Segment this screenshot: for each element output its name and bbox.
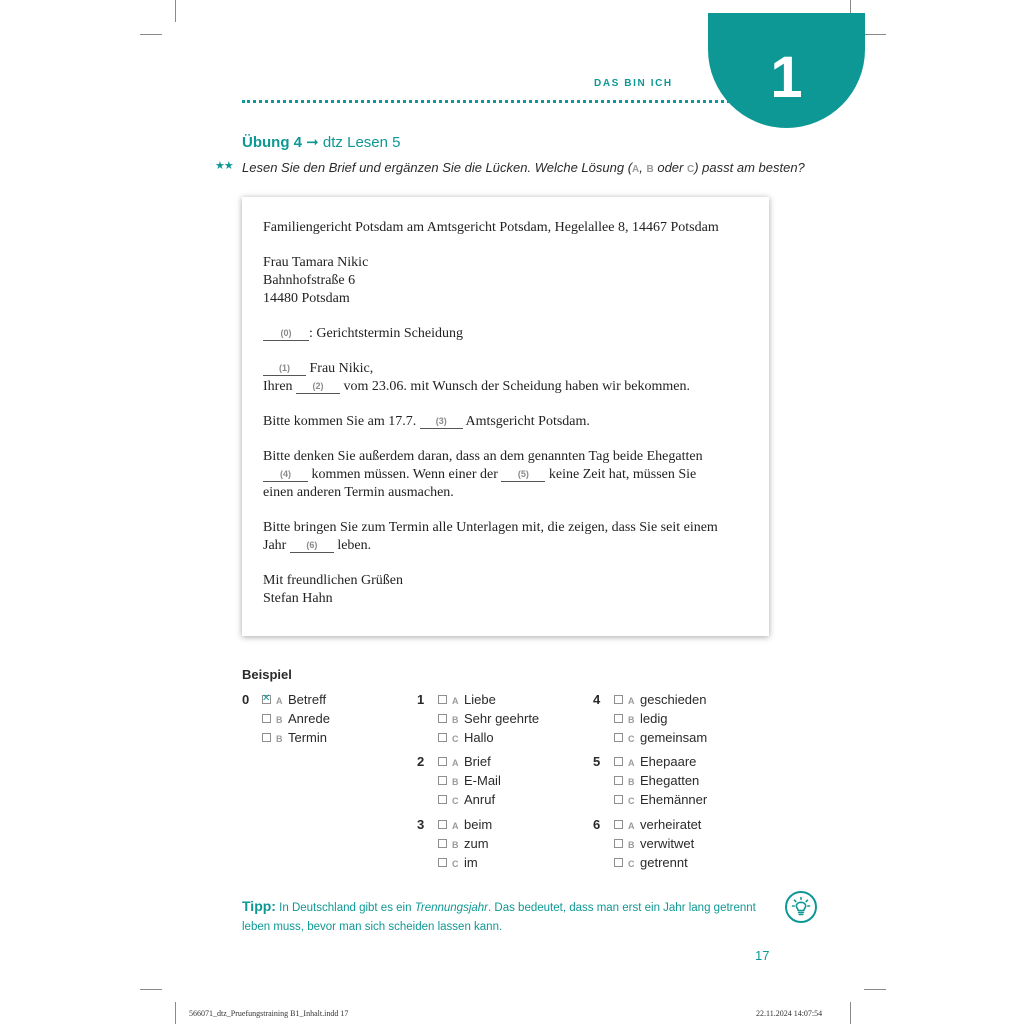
letter-box xyxy=(242,197,769,636)
chapter-tab xyxy=(708,13,865,128)
sender-line: Familiengericht Potsdam am Amtsgericht Potsdam, Hegelallee 8, 14467 Potsdam xyxy=(263,220,719,235)
crop-mark xyxy=(140,989,162,990)
checkbox-icon[interactable] xyxy=(614,733,623,742)
gap-1: (1) xyxy=(263,362,306,376)
answer-option[interactable]: B Anrede xyxy=(262,711,330,727)
gap-5: (5) xyxy=(501,468,545,482)
letter-line: Bitte denken Sie außerdem daran, dass an dem genannten Tag beide Ehegatten xyxy=(263,449,703,464)
checkbox-icon[interactable] xyxy=(614,714,623,723)
answer-option[interactable]: ✕ A Betreff xyxy=(262,692,326,708)
answer-option[interactable]: C Anruf xyxy=(438,792,495,808)
lightbulb-icon xyxy=(785,891,817,923)
tip-label: Tipp: xyxy=(242,898,276,914)
checkbox-icon[interactable] xyxy=(614,820,623,829)
answer-option[interactable]: A geschieden xyxy=(614,692,707,708)
checkbox-icon[interactable] xyxy=(614,776,623,785)
checkbox-icon[interactable] xyxy=(438,820,447,829)
letter-line: einen anderen Termin ausmachen. xyxy=(263,485,454,500)
answer-option[interactable]: C Hallo xyxy=(438,730,494,746)
answer-option[interactable]: C gemeinsam xyxy=(614,730,707,746)
answer-option[interactable]: A beim xyxy=(438,817,492,833)
task-title xyxy=(242,133,400,151)
answer-option[interactable]: B verwitwet xyxy=(614,836,694,852)
question-number: 4 xyxy=(593,692,601,707)
print-slug-date: 22.11.2024 14:07:54 xyxy=(756,1009,823,1018)
checkbox-icon[interactable] xyxy=(438,795,447,804)
checkbox-icon[interactable] xyxy=(438,695,447,704)
question-number: 1 xyxy=(417,692,425,707)
answer-option[interactable]: A Ehepaare xyxy=(614,754,696,770)
checked-checkbox-icon[interactable] xyxy=(262,695,271,704)
crop-mark xyxy=(140,34,162,35)
page-number: 17 xyxy=(755,948,770,963)
letter-line: Ihren (2) vom 23.06. mit Wunsch der Scheidung haben wir bekommen. xyxy=(263,379,690,394)
question-number: 0 xyxy=(242,692,250,707)
gap-2: (2) xyxy=(296,380,340,394)
question-number: 5 xyxy=(593,754,601,769)
example-label: Beispiel xyxy=(242,667,292,682)
answer-option[interactable]: B Termin xyxy=(262,730,327,746)
question-number: 3 xyxy=(417,817,425,832)
checkbox-icon[interactable] xyxy=(438,733,447,742)
recipient-street: Bahnhofstraße 6 xyxy=(263,273,356,288)
question-number: 6 xyxy=(593,817,601,832)
crop-mark xyxy=(175,0,176,22)
task-number: Übung 4 xyxy=(242,134,302,151)
tip-term: Trennungsjahr xyxy=(414,902,489,914)
difficulty-stars-icon: ★★ xyxy=(215,160,233,172)
letter-line: Bitte bringen Sie zum Termin alle Unterlagen mit, die zeigen, dass Sie seit einem xyxy=(263,520,718,535)
checkbox-icon[interactable] xyxy=(614,757,623,766)
arrow-icon: ➞ xyxy=(306,134,319,151)
dotted-divider xyxy=(242,100,730,103)
checkbox-icon[interactable] xyxy=(438,757,447,766)
answer-option[interactable]: C im xyxy=(438,855,478,871)
answer-option[interactable]: B zum xyxy=(438,836,489,852)
crop-mark xyxy=(864,34,886,35)
checkbox-icon[interactable] xyxy=(438,776,447,785)
recipient-name: Frau Tamara Nikic xyxy=(263,255,369,270)
answer-option[interactable]: A verheiratet xyxy=(614,817,701,833)
checkbox-icon[interactable] xyxy=(438,714,447,723)
answer-option[interactable]: A Liebe xyxy=(438,692,496,708)
crop-mark xyxy=(850,1002,851,1024)
answer-option[interactable]: B E-Mail xyxy=(438,773,501,789)
answer-option[interactable]: A Brief xyxy=(438,754,491,770)
gap-4: (4) xyxy=(263,468,308,482)
running-head: DAS BIN ICH xyxy=(594,78,673,89)
letter-line: Bitte kommen Sie am 17.7. (3) Amtsgericht Potsdam. xyxy=(263,414,590,429)
task-reference: dtz Lesen 5 xyxy=(322,134,401,151)
tip-box: Tipp: In Deutschland gibt es ein Trennungsjahr. Das bedeutet, dass man erst ein Jahr lang getrennt leben muss, bevor man sich scheiden lassen kann. xyxy=(242,898,756,933)
checkbox-icon[interactable] xyxy=(614,795,623,804)
answer-option[interactable]: C Ehemänner xyxy=(614,792,707,808)
gap-6: (6) xyxy=(290,539,334,553)
subject-line: (0) : Gerichtstermin Scheidung xyxy=(263,325,463,343)
answer-option[interactable]: B Sehr geehrte xyxy=(438,711,539,727)
recipient-city: 14480 Potsdam xyxy=(263,291,350,306)
letter-line: Jahr (6) leben. xyxy=(263,538,372,553)
letter-line: (4) kommen müssen. Wenn einer der (5) keine Zeit hat, müssen Sie xyxy=(263,466,696,484)
checkbox-icon[interactable] xyxy=(438,839,447,848)
checkbox-icon[interactable] xyxy=(614,839,623,848)
checkbox-icon[interactable] xyxy=(262,733,271,742)
gap-3: (3) xyxy=(420,415,463,429)
salutation-line: (1) Frau Nikic, xyxy=(263,360,373,378)
checkbox-icon[interactable] xyxy=(614,858,623,867)
checkbox-icon[interactable] xyxy=(614,695,623,704)
checkbox-icon[interactable] xyxy=(438,858,447,867)
signature: Stefan Hahn xyxy=(263,591,333,606)
gap-0: (0) xyxy=(263,327,309,341)
answer-option[interactable]: C getrennt xyxy=(614,855,688,871)
task-instruction: Lesen Sie den Brief und ergänzen Sie die Lücken. Welche Lösung (A, B oder C) passt am besten? xyxy=(242,160,805,175)
print-slug-file: 566071_dtz_Pruefungstraining B1_Inhalt.indd 17 xyxy=(189,1009,349,1018)
crop-mark xyxy=(864,989,886,990)
answer-option[interactable]: B ledig xyxy=(614,711,667,727)
closing: Mit freundlichen Grüßen xyxy=(263,573,403,588)
chapter-number: 1 xyxy=(770,45,803,110)
crop-mark xyxy=(175,1002,176,1024)
checkbox-icon[interactable] xyxy=(262,714,271,723)
question-number: 2 xyxy=(417,754,425,769)
answer-option[interactable]: B Ehegatten xyxy=(614,773,699,789)
